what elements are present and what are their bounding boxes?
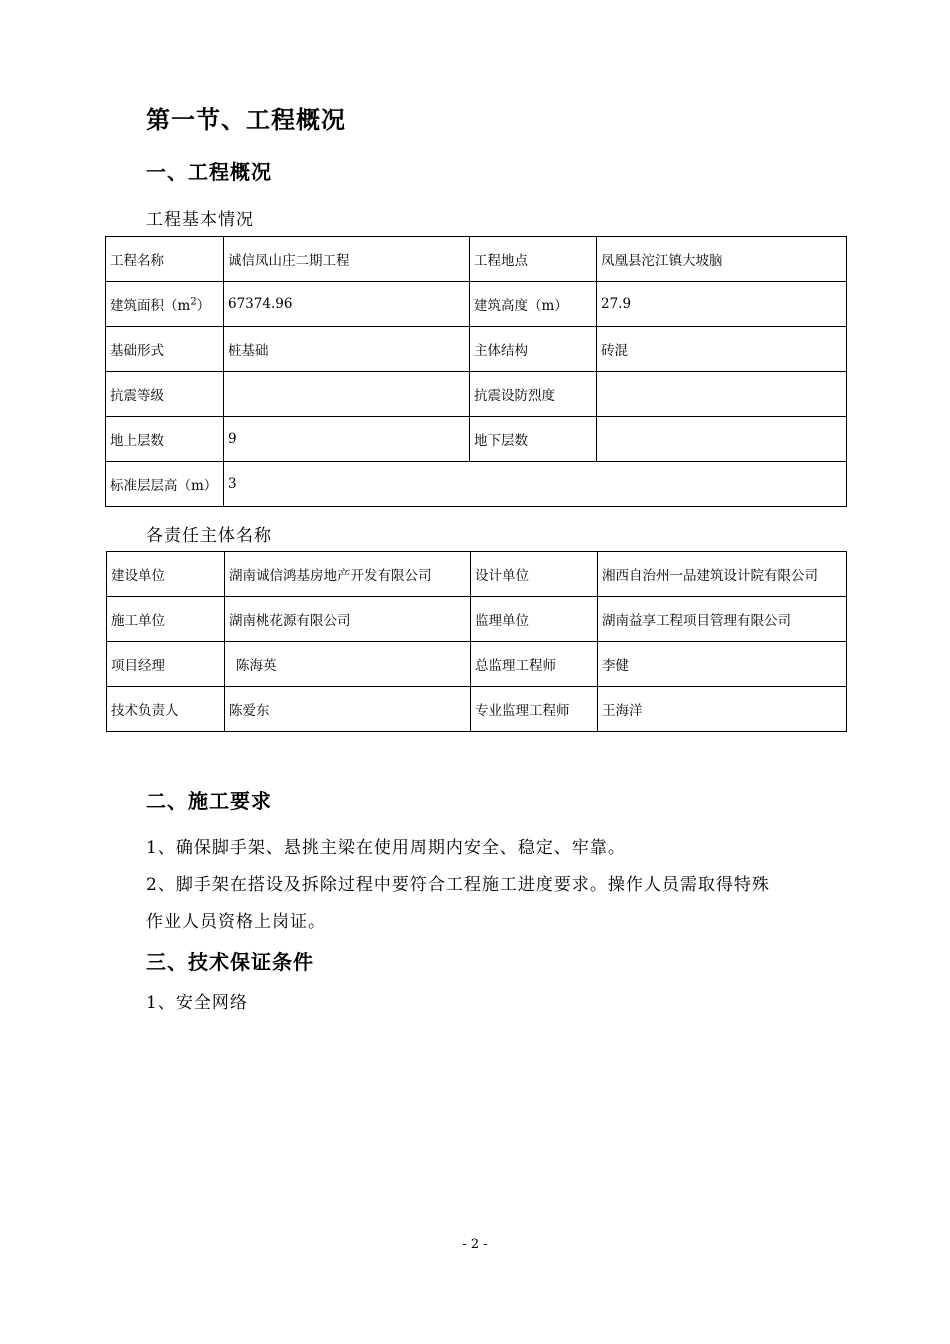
label-cell: 标准层层高（m） <box>106 462 224 507</box>
label-cell: 地上层数 <box>106 417 224 462</box>
table-row <box>106 282 847 327</box>
table-row <box>106 462 847 507</box>
basic-info-table <box>105 236 847 507</box>
value-cell: 9 <box>224 417 470 462</box>
table-row <box>106 417 847 462</box>
label-text: 建筑面积（m <box>110 298 191 314</box>
heading-project-overview: 一、工程概况 <box>146 160 272 184</box>
subheading-responsible-parties: 各责任主体名称 <box>146 526 272 546</box>
section-title: 第一节、工程概况 <box>146 106 346 134</box>
label-cell: 抗震设防烈度 <box>470 372 597 417</box>
value-cell: 27.9 <box>597 282 847 327</box>
label-cell: 施工单位 <box>107 597 225 642</box>
value-cell: 砖混 <box>597 327 847 372</box>
label-cell: 总监理工程师 <box>471 642 598 687</box>
value-cell: 湖南益享工程项目管理有限公司 <box>598 597 847 642</box>
heading-technical-assurance: 三、技术保证条件 <box>146 950 314 974</box>
value-cell: 凤凰县沱江镇大坡脑 <box>597 237 847 282</box>
value-cell: 陈海英 <box>225 642 471 687</box>
table-row <box>106 237 847 282</box>
value-cell: 湖南诚信鸿基房地产开发有限公司 <box>225 552 471 597</box>
value-cell: 王海洋 <box>598 687 847 732</box>
table-row <box>107 552 847 597</box>
label-cell: 技术负责人 <box>107 687 225 732</box>
label-cell: 建设单位 <box>107 552 225 597</box>
value-cell <box>224 372 470 417</box>
value-cell: 李健 <box>598 642 847 687</box>
value-cell: 诚信凤山庄二期工程 <box>224 237 470 282</box>
paragraph: 1、确保脚手架、悬挑主梁在使用周期内安全、稳定、牢靠。 <box>146 838 626 858</box>
label-text: ） <box>196 298 211 314</box>
table-row <box>107 687 847 732</box>
table-row <box>106 372 847 417</box>
value-cell <box>597 372 847 417</box>
table-row <box>106 327 847 372</box>
superscript: 2 <box>190 296 197 308</box>
value-cell: 湘西自治州一品建筑设计院有限公司 <box>598 552 847 597</box>
value-cell: 湖南桃花源有限公司 <box>225 597 471 642</box>
value-cell: 67374.96 <box>224 282 470 327</box>
table-row <box>107 642 847 687</box>
label-cell: 主体结构 <box>470 327 597 372</box>
value-cell: 桩基础 <box>224 327 470 372</box>
label-cell: 专业监理工程师 <box>471 687 598 732</box>
paragraph: 作业人员资格上岗证。 <box>146 912 326 932</box>
subheading-basic-info: 工程基本情况 <box>146 210 254 230</box>
paragraph: 2、脚手架在搭设及拆除过程中要符合工程施工进度要求。操作人员需取得特殊 <box>146 875 770 895</box>
label-cell: 建筑高度（m） <box>470 282 597 327</box>
paragraph: 1、安全网络 <box>146 993 248 1013</box>
label-cell: 项目经理 <box>107 642 225 687</box>
heading-construction-requirements: 二、施工要求 <box>146 789 272 813</box>
label-cell: 地下层数 <box>470 417 597 462</box>
table-row <box>107 597 847 642</box>
label-cell: 工程地点 <box>470 237 597 282</box>
page-number: - 2 - <box>462 1237 488 1252</box>
value-cell: 3 <box>224 462 847 507</box>
label-cell: 基础形式 <box>106 327 224 372</box>
responsible-parties-table <box>106 551 847 732</box>
label-cell: 抗震等级 <box>106 372 224 417</box>
value-cell: 陈爱东 <box>225 687 471 732</box>
label-cell: 设计单位 <box>471 552 598 597</box>
value-cell <box>597 417 847 462</box>
label-cell: 监理单位 <box>471 597 598 642</box>
label-cell <box>106 282 224 327</box>
label-cell: 工程名称 <box>106 237 224 282</box>
